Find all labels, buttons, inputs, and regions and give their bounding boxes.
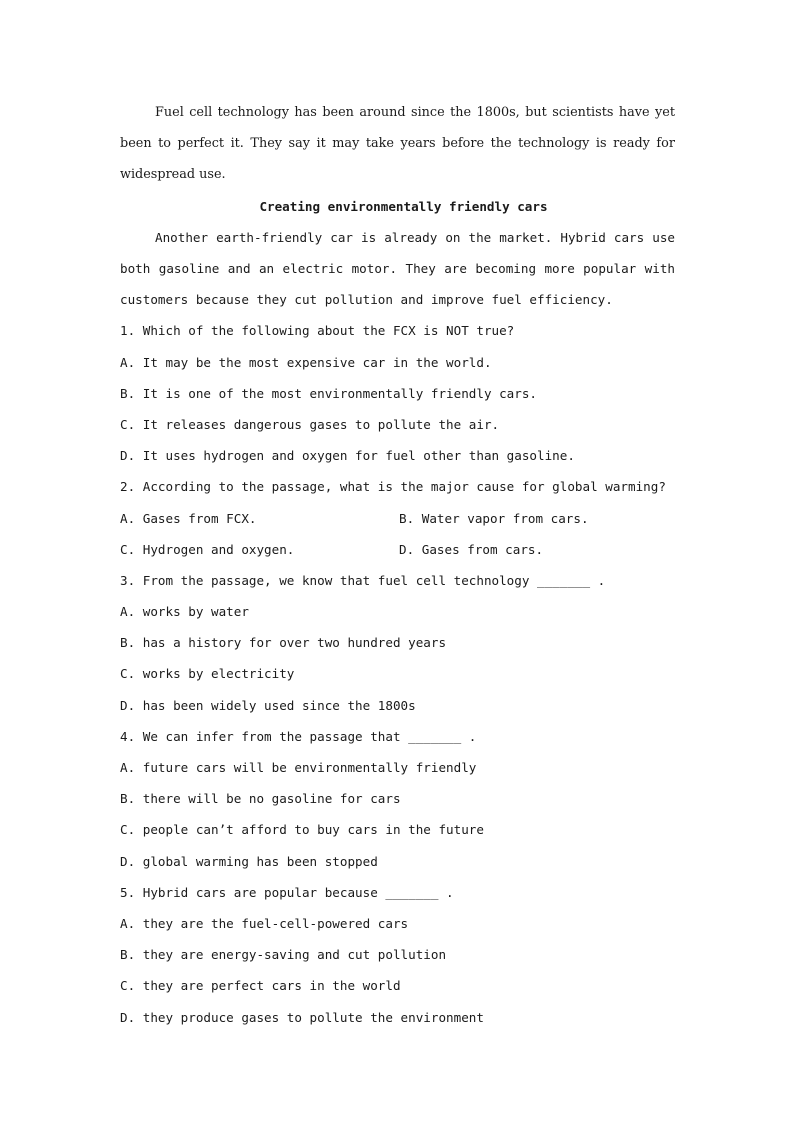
passage-paragraph-1: Fuel cell technology has been around since the 1800s, but scientists have yet been to perfect it. They say it may take years before the technology is ready for widespread use. — [120, 105, 675, 183]
question-2-options-row-1 — [120, 503, 675, 534]
question-5-option-b: B. they are energy-saving and cut pollution — [120, 947, 447, 963]
question-1-option-a: A. It may be the most expensive car in the world. — [120, 354, 492, 370]
question-4-option-c: C. people can’t afford to buy cars in the future — [120, 822, 484, 838]
question-4-stem: 4. We can infer from the passage that _______ . — [120, 728, 477, 744]
question-5-option-c: C. they are perfect cars in the world — [120, 978, 401, 994]
question-4-option-a: A. future cars will be environmentally friendly — [120, 760, 477, 776]
question-2-option-d: D. Gases from cars. — [399, 541, 544, 557]
question-2-option-b: B. Water vapor from cars. — [399, 510, 589, 526]
question-5-option-a: A. they are the fuel-cell-powered cars — [120, 915, 409, 931]
question-2-option-a: A. Gases from FCX. — [120, 510, 257, 526]
question-3-option-a: A. works by water — [120, 604, 249, 620]
question-4-option-b: B. there will be no gasoline for cars — [120, 791, 401, 807]
question-5-option-d: D. they produce gases to pollute the environment — [120, 1009, 484, 1025]
question-1-stem: 1. Which of the following about the FCX is NOT true? — [120, 323, 515, 339]
question-2-options-row-2 — [120, 534, 675, 565]
question-3-option-c: C. works by electricity — [120, 666, 295, 682]
document-page — [120, 97, 675, 1033]
question-3-option-b: B. has a history for over two hundred years — [120, 635, 447, 651]
passage-paragraph-2: Another earth-friendly car is already on the market. Hybrid cars use both gasoline and an electric motor. They are becoming more popular with customers because they cut pollution and improve fuel efficiency. — [120, 229, 675, 308]
question-3-option-d: D. has been widely used since the 1800s — [120, 697, 416, 713]
question-2-option-c: C. Hydrogen and oxygen. — [120, 541, 295, 557]
question-1-option-c: C. It releases dangerous gases to pollute the air. — [120, 416, 500, 432]
section-heading: Creating environmentally friendly cars — [259, 198, 548, 214]
question-1-option-d: D. It uses hydrogen and oxygen for fuel other than gasoline. — [120, 448, 575, 464]
question-4-option-d: D. global warming has been stopped — [120, 853, 378, 869]
question-5-stem: 5. Hybrid cars are popular because _______ . — [120, 884, 454, 900]
question-3-stem: 3. From the passage, we know that fuel cell technology _______ . — [120, 572, 606, 588]
question-1-option-b: B. It is one of the most environmentally friendly cars. — [120, 385, 538, 401]
question-2-stem: 2. According to the passage, what is the major cause for global warming? — [120, 479, 666, 495]
